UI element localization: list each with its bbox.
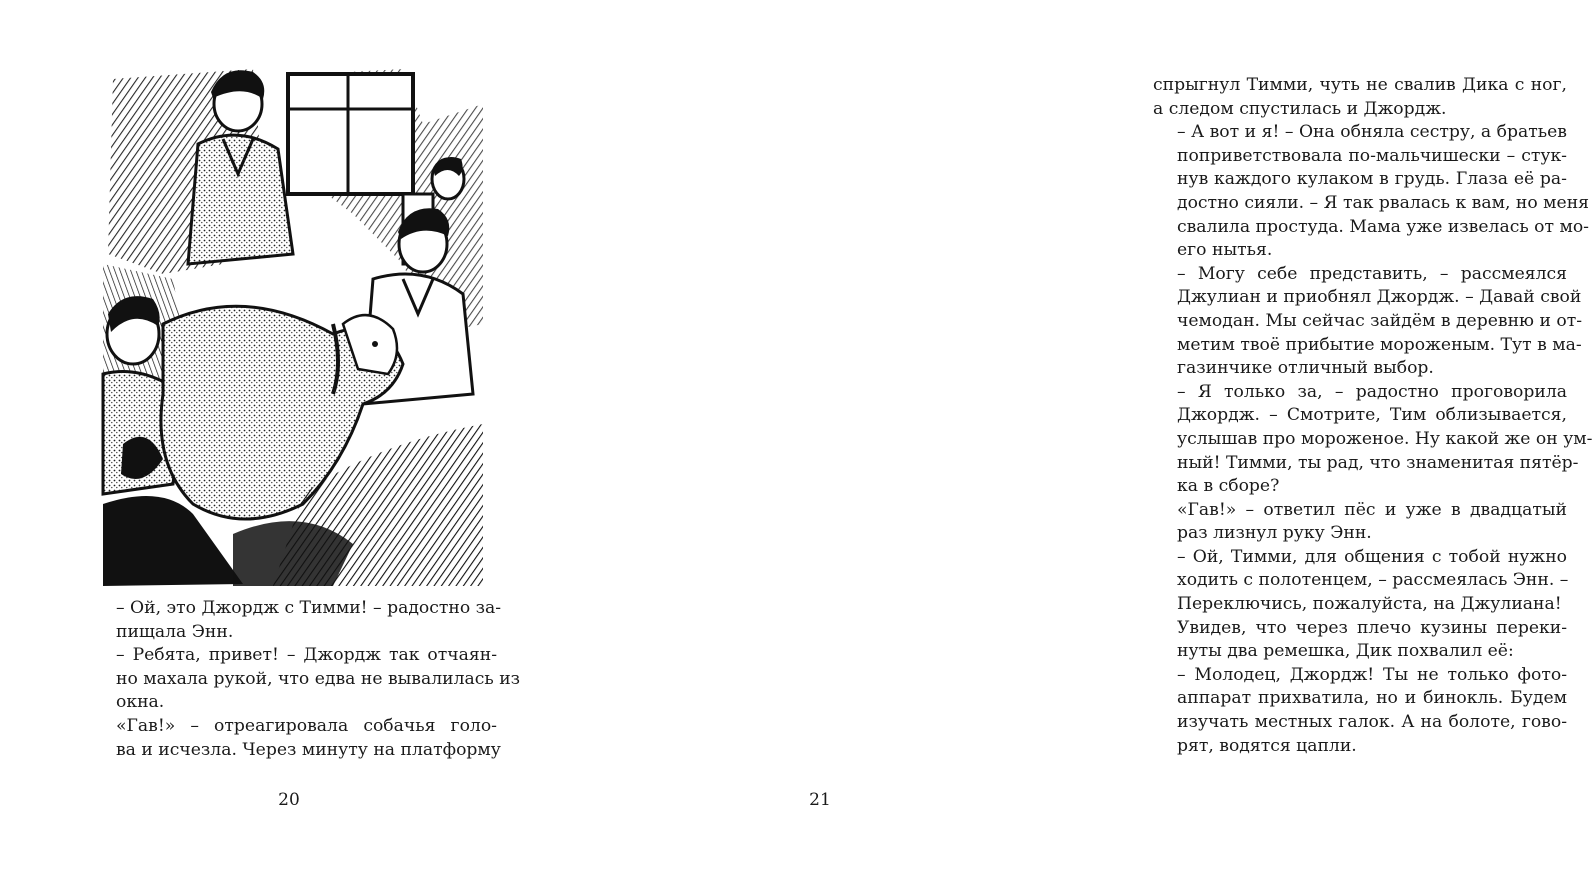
text-line: нуты два ремешка, Дик похвалил её: <box>1177 641 1514 662</box>
text-line: ка в сборе? <box>1177 476 1280 497</box>
paragraph <box>1153 263 1583 381</box>
text-line: пищала Энн. <box>116 621 234 642</box>
paragraph <box>1153 381 1593 499</box>
text-line: – Ой, Тимми, для общения с тобой нужно <box>1177 546 1567 567</box>
text-line: но махала рукой, что едва не вывалилась из <box>116 668 521 689</box>
paragraph <box>1153 121 1589 263</box>
text-line: изучать местных галок. А на болоте, гово- <box>1177 712 1567 733</box>
paragraph <box>92 715 501 762</box>
text-line: достно сияли. – Я так рвалась к вам, но меня <box>1177 192 1589 213</box>
text-line: метим твоё прибытие мороженым. Тут в ма- <box>1177 334 1582 355</box>
text-line: а следом спустилась и Джордж. <box>1153 98 1447 119</box>
text-line: ный! Тимми, ты рад, что знаменитая пятёр- <box>1177 452 1579 473</box>
text-line: услышав про мороженое. Ну какой же он ум- <box>1177 428 1593 449</box>
text-line: – Я только за, – радостно проговорила <box>1177 381 1567 402</box>
left-page <box>0 0 550 873</box>
text-line: ходить с полотенцем, – рассмеялась Энн. – <box>1177 570 1569 591</box>
text-line: свалила простуда. Мама уже извелась от мо- <box>1177 216 1589 237</box>
text-line: окна. <box>116 692 165 713</box>
right-page-text <box>1153 74 1593 758</box>
page-number: 21 <box>809 790 831 810</box>
text-line: – Могу себе представить, – рассмеялся <box>1177 263 1567 284</box>
text-line: газинчике отличный выбор. <box>1177 358 1434 379</box>
paragraph <box>1153 617 1567 664</box>
text-line: раз лизнул руку Энн. <box>1177 523 1372 544</box>
illustration <box>103 64 483 586</box>
paragraph <box>1153 74 1567 121</box>
text-line: – Ой, это Джордж с Тимми! – радостно за- <box>116 598 502 618</box>
text-line: – Ребята, привет! – Джордж так отчаян- <box>116 645 497 666</box>
page-number: 20 <box>278 790 300 810</box>
text-line: поприветствовала по-мальчишески – стук- <box>1177 145 1567 166</box>
text-line: – А вот и я! – Она обняла сестру, а братьев <box>1177 122 1567 143</box>
text-line: «Гав!» – отреагировала собачья голо- <box>116 715 497 736</box>
text-line: Переключись, пожалуйста, на Джулиана! <box>1177 594 1562 615</box>
text-line: – Молодец, Джордж! Ты не только фото- <box>1177 664 1567 685</box>
text-line: чемодан. Мы сейчас зайдём в деревню и от- <box>1177 310 1583 331</box>
text-line: Джулиан и приобнял Джордж. – Давай свой <box>1177 287 1582 308</box>
left-page-text <box>92 597 521 762</box>
paragraph <box>1153 664 1567 758</box>
text-line: Увидев, что через плечо кузины переки- <box>1177 617 1567 638</box>
paragraph <box>92 597 502 644</box>
paragraph <box>92 644 521 715</box>
text-line: его нытья. <box>1177 240 1273 261</box>
text-line: «Гав!» – ответил пёс и уже в двадцатый <box>1177 499 1567 520</box>
text-line: аппарат прихватила, но и бинокль. Будем <box>1177 688 1567 709</box>
right-page <box>550 0 1593 873</box>
text-line: ва и исчезла. Через минуту на платформу <box>116 739 501 760</box>
paragraph <box>1153 546 1567 617</box>
text-line: нув каждого кулаком в грудь. Глаза её ра- <box>1177 169 1567 190</box>
paragraph <box>1153 499 1567 546</box>
text-line: спрыгнул Тимми, чуть не свалив Дика с ног, <box>1153 75 1567 95</box>
text-line: рят, водятся цапли. <box>1177 735 1357 756</box>
text-line: Джордж. – Смотрите, Тим облизывается, <box>1177 405 1567 426</box>
